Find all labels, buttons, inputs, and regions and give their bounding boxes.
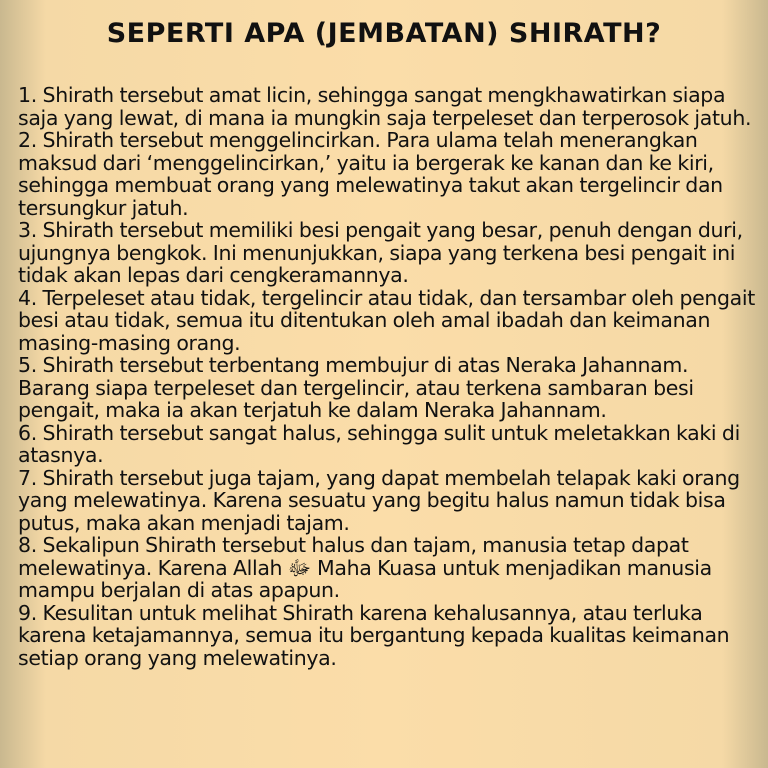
list-item-5: 5. Shirath tersebut terbentang membujur di atas Neraka Jahannam. Barang siapa terpeleset dan tergelincir, atau terkena sambaran besi pengait, maka ia akan terjatuh ke dalam Neraka Jahannam. bbox=[18, 353, 694, 422]
list-item-1: 1. Shirath tersebut amat licin, sehingga sangat mengkhawatirkan siapa saja yang lewat, di mana ia mungkin saja terpeleset dan terperosok jatuh. bbox=[18, 83, 752, 130]
list-item-2: 2. Shirath tersebut menggelincirkan. Para ulama telah menerangkan maksud dari ‘menggelincirkan,’ yaitu ia bergerak ke kanan dan ke kiri, sehingga membuat orang yang melewatinya takut akan tergelincir dan tersungkur jatuh. bbox=[18, 128, 723, 220]
page-title: SEPERTI APA (JEMBATAN) SHIRATH? bbox=[106, 18, 662, 49]
list-item-7: 7. Shirath tersebut juga tajam, yang dapat membelah telapak kaki orang yang melewatinya. Karena sesuatu yang begitu halus namun tidak bisa putus, maka akan menjadi tajam. bbox=[18, 465, 740, 535]
list-item-3: 3. Shirath tersebut memiliki besi pengait yang besar, penuh dengan duri, ujungnya bengkok. Ini menunjukkan, siapa yang terkena besi pengait ini tidak akan lepas dari cengkeramannya. bbox=[18, 218, 743, 287]
point-list bbox=[18, 84, 758, 669]
list-item-8: 8. Sekalipun Shirath tersebut halus dan tajam, manusia tetap dapat melewatinya. Karena Allah ﷻ Maha Kuasa untuk menjadikan manusia mampu berjalan di atas apapun. bbox=[18, 533, 712, 602]
list-item-6: 6. Shirath tersebut sangat halus, sehingga sulit untuk meletakkan kaki di atasnya. bbox=[18, 420, 740, 467]
list-item-4: 4. Terpeleset atau tidak, tergelincir atau tidak, dan tersambar oleh pengait besi atau tidak, semua itu ditentukan oleh amal ibadah dan keimanan masing-masing orang. bbox=[18, 285, 755, 355]
list-item-9: 9. Kesulitan untuk melihat Shirath karena kehalusannya, atau terluka karena ketajamannya, semua itu bergantung kepada kualitas keimanan setiap orang yang melewatinya. bbox=[18, 600, 730, 670]
